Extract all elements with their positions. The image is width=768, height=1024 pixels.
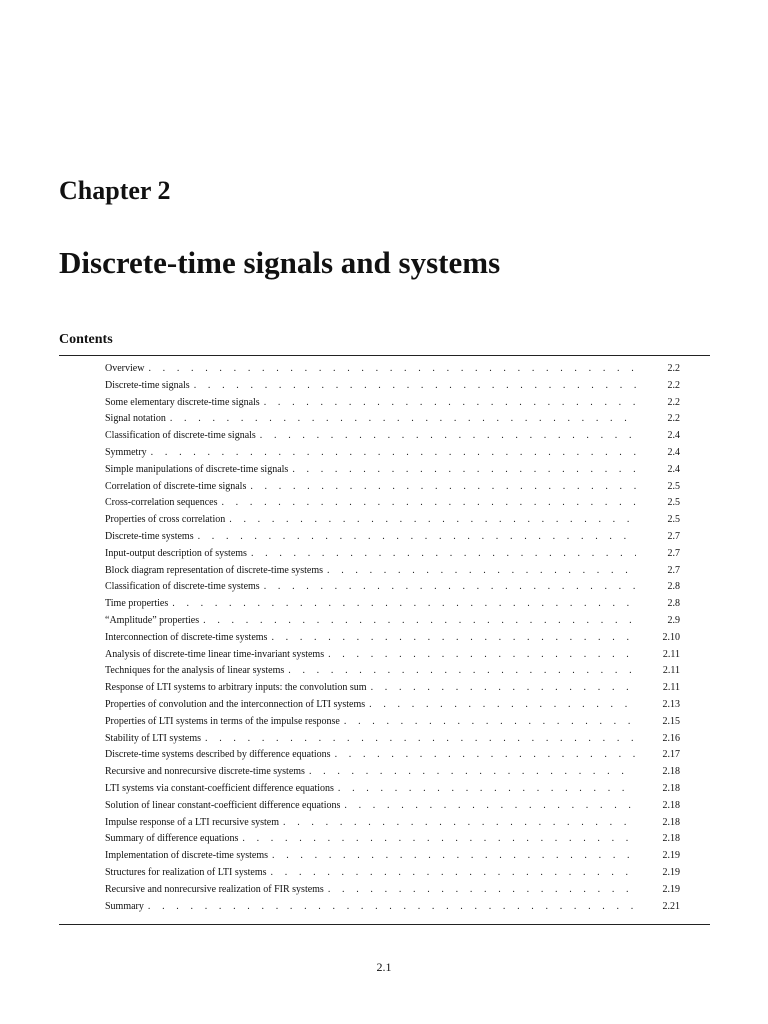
toc-entry[interactable] [105,428,680,445]
toc-entry-page: 2.7 [667,547,680,559]
toc-entry-title: Implementation of discrete-time systems [105,850,269,862]
dot-leader [369,697,636,714]
dot-leader [203,613,636,630]
toc-entry-page: 2.10 [662,631,680,643]
toc-entry[interactable] [105,613,680,630]
toc-entry[interactable] [105,680,680,697]
toc-entry-page: 2.4 [667,430,680,442]
dot-leader [283,815,636,832]
dot-leader [260,428,636,445]
toc-entry-page: 2.8 [667,581,680,593]
toc-entry[interactable] [105,563,680,580]
toc-entry[interactable] [105,697,680,714]
dot-leader [242,831,636,848]
toc-entry[interactable] [105,831,680,848]
toc-entry[interactable] [105,714,680,731]
toc-entry[interactable] [105,764,680,781]
toc-entry-title: Classification of discrete-time systems [105,581,260,593]
toc-entry-title: Stability of LTI systems [105,732,202,744]
toc-entry-page: 2.15 [662,715,680,727]
dot-leader [338,781,636,798]
toc-entry-page: 2.2 [667,396,680,408]
toc-entry-page: 2.2 [667,379,680,391]
dot-leader [148,899,636,916]
toc-entry-page: 2.2 [667,363,680,374]
toc-entry-title: Signal notation [105,413,166,425]
chapter-label: Chapter 2 [59,176,171,205]
toc-entry-page: 2.16 [662,732,680,744]
toc-entry[interactable] [105,781,680,798]
toc-entry[interactable] [105,596,680,613]
toc-entry-title: Solution of linear constant-coefficient difference equations [105,799,341,811]
dot-leader [309,764,636,781]
toc-entry[interactable] [105,747,680,764]
dot-leader [221,495,636,512]
toc-entry[interactable] [105,479,680,496]
dot-leader [264,395,636,412]
toc-entry[interactable] [105,647,680,664]
toc-entry-page: 2.7 [667,530,680,542]
toc-entry-page: 2.18 [662,816,680,828]
toc-entry-title: Interconnection of discrete-time systems [105,631,268,643]
dot-leader [194,378,636,395]
dot-leader [344,714,636,731]
toc-entry-page: 2.18 [662,766,680,778]
dot-leader [198,529,636,546]
toc-entry[interactable] [105,882,680,899]
toc-entry-title: Cross-correlation sequences [105,497,218,509]
dot-leader [272,848,636,865]
dot-leader [151,445,636,462]
toc-entry[interactable] [105,815,680,832]
toc-entry-title: Some elementary discrete-time signals [105,396,260,408]
toc-entry-title: Response of LTI systems to arbitrary inputs: the convolution sum [105,682,367,694]
toc-entry-page: 2.18 [662,833,680,845]
toc-entry[interactable] [105,395,680,412]
dot-leader [344,798,636,815]
toc-entry[interactable] [105,579,680,596]
dot-leader [205,731,636,748]
toc-entry[interactable] [105,731,680,748]
table-of-contents [105,361,680,915]
toc-entry-page: 2.19 [662,866,680,878]
contents-top-rule [59,355,710,356]
toc-entry[interactable] [105,546,680,563]
toc-entry-page: 2.9 [667,614,680,626]
toc-entry-title: Discrete-time signals [105,379,190,391]
toc-entry-title: LTI systems via constant-coefficient difference equations [105,782,334,794]
toc-entry-page: 2.5 [667,480,680,492]
contents-bottom-rule [59,924,710,925]
toc-entry-title: Analysis of discrete-time linear time-invariant systems [105,648,325,660]
toc-entry[interactable] [105,378,680,395]
toc-entry-title: Simple manipulations of discrete-time signals [105,463,289,475]
toc-entry-page: 2.11 [662,665,680,677]
toc-entry-title: Time properties [105,598,169,610]
toc-entry-page: 2.18 [662,799,680,811]
toc-entry-title: Properties of LTI systems in terms of the impulse response [105,715,340,727]
toc-entry[interactable] [105,495,680,512]
dot-leader [271,865,636,882]
toc-entry[interactable] [105,512,680,529]
dot-leader [292,462,636,479]
chapter-title: Discrete-time signals and systems [59,245,501,280]
toc-entry-page: 2.21 [662,900,680,912]
toc-entry[interactable] [105,361,680,378]
dot-leader [229,512,636,529]
toc-entry-title: Discrete-time systems [105,530,194,542]
contents-heading: Contents [59,332,113,347]
dot-leader [264,579,636,596]
toc-entry-title: Overview [105,363,145,374]
toc-entry-page: 2.8 [667,598,680,610]
toc-entry-page: 2.5 [667,514,680,526]
toc-entry[interactable] [105,630,680,647]
toc-entry[interactable] [105,899,680,916]
toc-entry[interactable] [105,529,680,546]
dot-leader [335,747,636,764]
toc-entry-title: Summary [105,900,144,912]
dot-leader [328,647,636,664]
dot-leader [271,630,636,647]
toc-entry-title: Techniques for the analysis of linear systems [105,665,285,677]
toc-entry-page: 2.11 [662,648,680,660]
toc-entry-title: Block diagram representation of discrete-time systems [105,564,323,576]
toc-entry[interactable] [105,848,680,865]
toc-entry-page: 2.18 [662,782,680,794]
dot-leader [170,411,636,428]
toc-entry[interactable] [105,462,680,479]
dot-leader [250,479,636,496]
toc-entry-title: Symmetry [105,446,147,458]
dot-leader [172,596,636,613]
toc-entry-title: “Amplitude” properties [105,614,200,626]
toc-entry-page: 2.5 [667,497,680,509]
page-number: 2.1 [376,960,392,974]
toc-entry[interactable] [105,798,680,815]
toc-entry-page: 2.4 [667,463,680,475]
toc-entry-title: Summary of difference equations [105,833,239,845]
dot-leader [148,361,636,378]
dot-leader [371,680,636,697]
toc-entry[interactable] [105,865,680,882]
toc-entry[interactable] [105,411,680,428]
toc-entry-page: 2.2 [667,413,680,425]
toc-entry-title: Discrete-time systems described by difference equations [105,749,331,761]
toc-entry-page: 2.17 [662,749,680,761]
toc-entry-title: Input-output description of systems [105,547,247,559]
toc-entry-page: 2.13 [662,698,680,710]
dot-leader [288,663,636,680]
toc-entry-title: Recursive and nonrecursive realization of FIR systems [105,883,324,895]
toc-entry-page: 2.19 [662,883,680,895]
dot-leader [251,546,636,563]
dot-leader [327,563,636,580]
toc-entry-title: Structures for realization of LTI systems [105,866,267,878]
toc-entry-title: Recursive and nonrecursive discrete-time systems [105,766,305,778]
toc-entry-title: Properties of convolution and the interconnection of LTI systems [105,698,366,710]
toc-entry-page: 2.19 [662,850,680,862]
toc-entry-title: Properties of cross correlation [105,514,226,526]
toc-entry-page: 2.4 [667,446,680,458]
toc-entry-page: 2.7 [667,564,680,576]
toc-entry[interactable] [105,445,680,462]
toc-entry-title: Classification of discrete-time signals [105,430,256,442]
toc-entry-title: Correlation of discrete-time signals [105,480,247,492]
toc-entry[interactable] [105,663,680,680]
dot-leader [328,882,636,899]
toc-entry-page: 2.11 [662,682,680,694]
toc-entry-title: Impulse response of a LTI recursive system [105,816,280,828]
